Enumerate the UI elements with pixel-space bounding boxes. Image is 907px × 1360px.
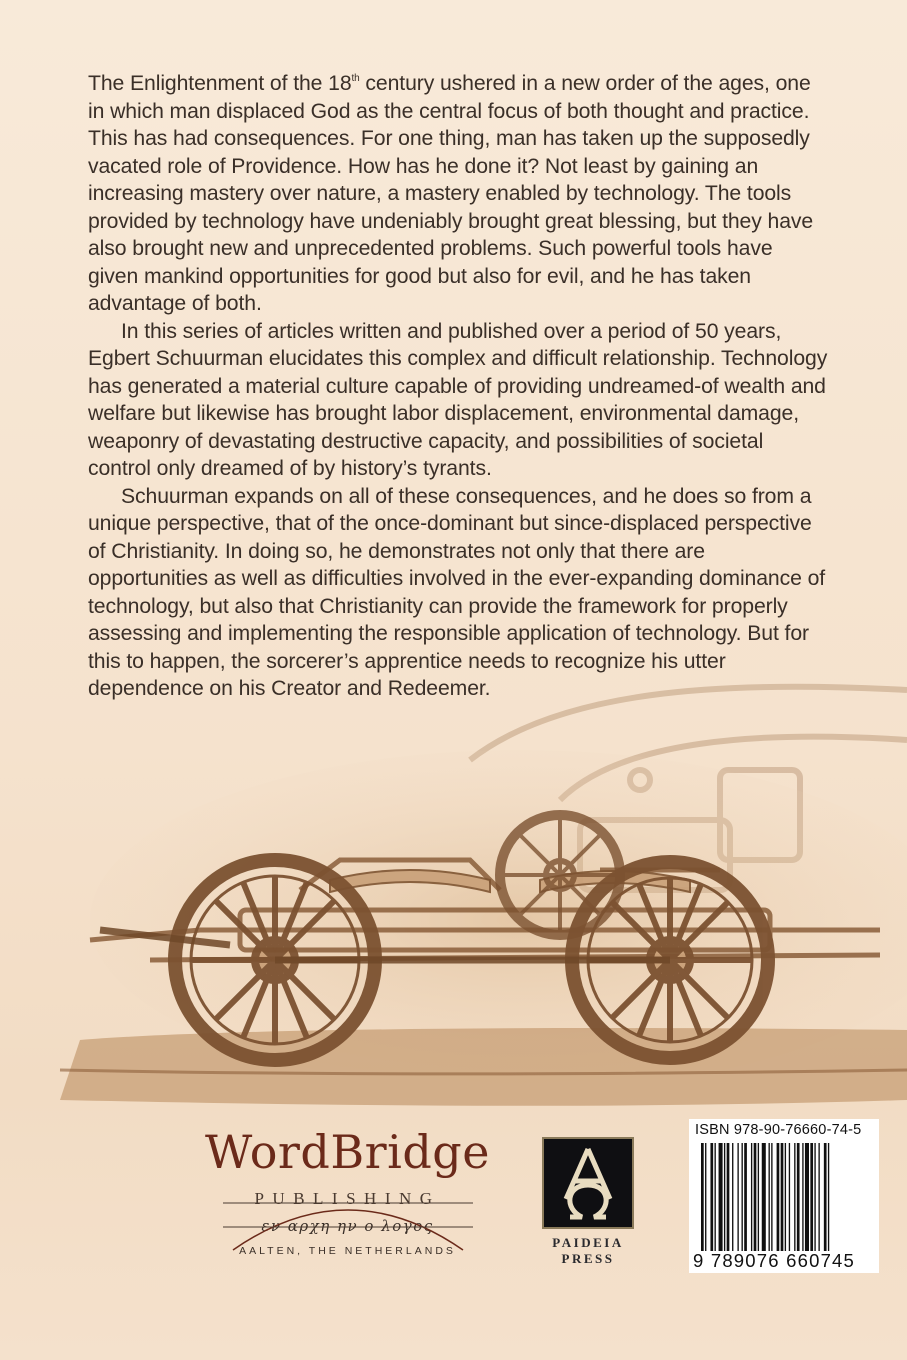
alpha-omega-icon [542, 1137, 634, 1229]
blurb-paragraph-3: Schuurman expands on all of these consequences, and he does so from a unique perspective, that of the once-dominant but since-displaced perspective of Christianity. In doing so, he demonstrates not only that there are opportunities as well as difficulties involved in the ever-expanding dominance of technology, but also that Christianity can provide the framework for properly assessing and implementing the responsible application of technology. But for this to happen, the sorcerer’s apprentice needs to recognize his utter dependence on his Creator and Redeemer. [88, 484, 826, 700]
blurb-p1-superscript: th [351, 73, 360, 84]
isbn-label: ISBN 978-90-76660-74-5 [695, 1122, 862, 1138]
blurb-p1-start: The Enlightenment of the 18 [88, 72, 352, 95]
blurb [88, 70, 828, 703]
wordbridge-logo [205, 1125, 490, 1275]
barcode-digits: 9 789076 660745 [693, 1250, 856, 1271]
paideia-press-logo [540, 1137, 636, 1266]
publisher-name: WordBridge [205, 1125, 490, 1179]
barcode-bars [699, 1143, 871, 1251]
imprint-label-line2: PRESS [561, 1251, 615, 1266]
publisher-subtitle: PUBLISHING [254, 1189, 441, 1208]
locomotive-engraving [0, 630, 907, 1150]
blurb-p1-rest: century ushered in a new order of the ages, one in which man displaced God as the central focus of both thought and practice. This has had consequences. For one thing, man has taken up the supposedly vacated role of Providence. How has he done it? Not least by gaining an increasing mastery over nature, a mastery enabled by technology. The tools provided by technology have undeniably brought great blessing, but they have also brought new and unprecedented problems. Such powerful tools have given mankind opportunities for good but also for evil, and he has taken advantage of both. [88, 72, 814, 315]
blurb-paragraph-1 [88, 70, 828, 318]
bridge-arch-icon [213, 1175, 483, 1255]
publisher-motto: εν αρχη ην ο λογος [261, 1217, 434, 1235]
imprint-label-line1: PAIDEIA [552, 1235, 624, 1250]
blurb-paragraph-2: In this series of articles written and published over a period of 50 years, Egbert Schuurman elucidates this complex and difficult relationship. Technology has generated a material culture capable of providing undreamed-of wealth and welfare but likewise has brought labor displacement, environmental damage, weaponry of devastating destructive capacity, and possibilities of societal control only dreamed of by history’s tyrants. [88, 319, 828, 480]
isbn-barcode [689, 1119, 879, 1273]
publisher-location: AALTEN, THE NETHERLANDS [239, 1245, 456, 1257]
